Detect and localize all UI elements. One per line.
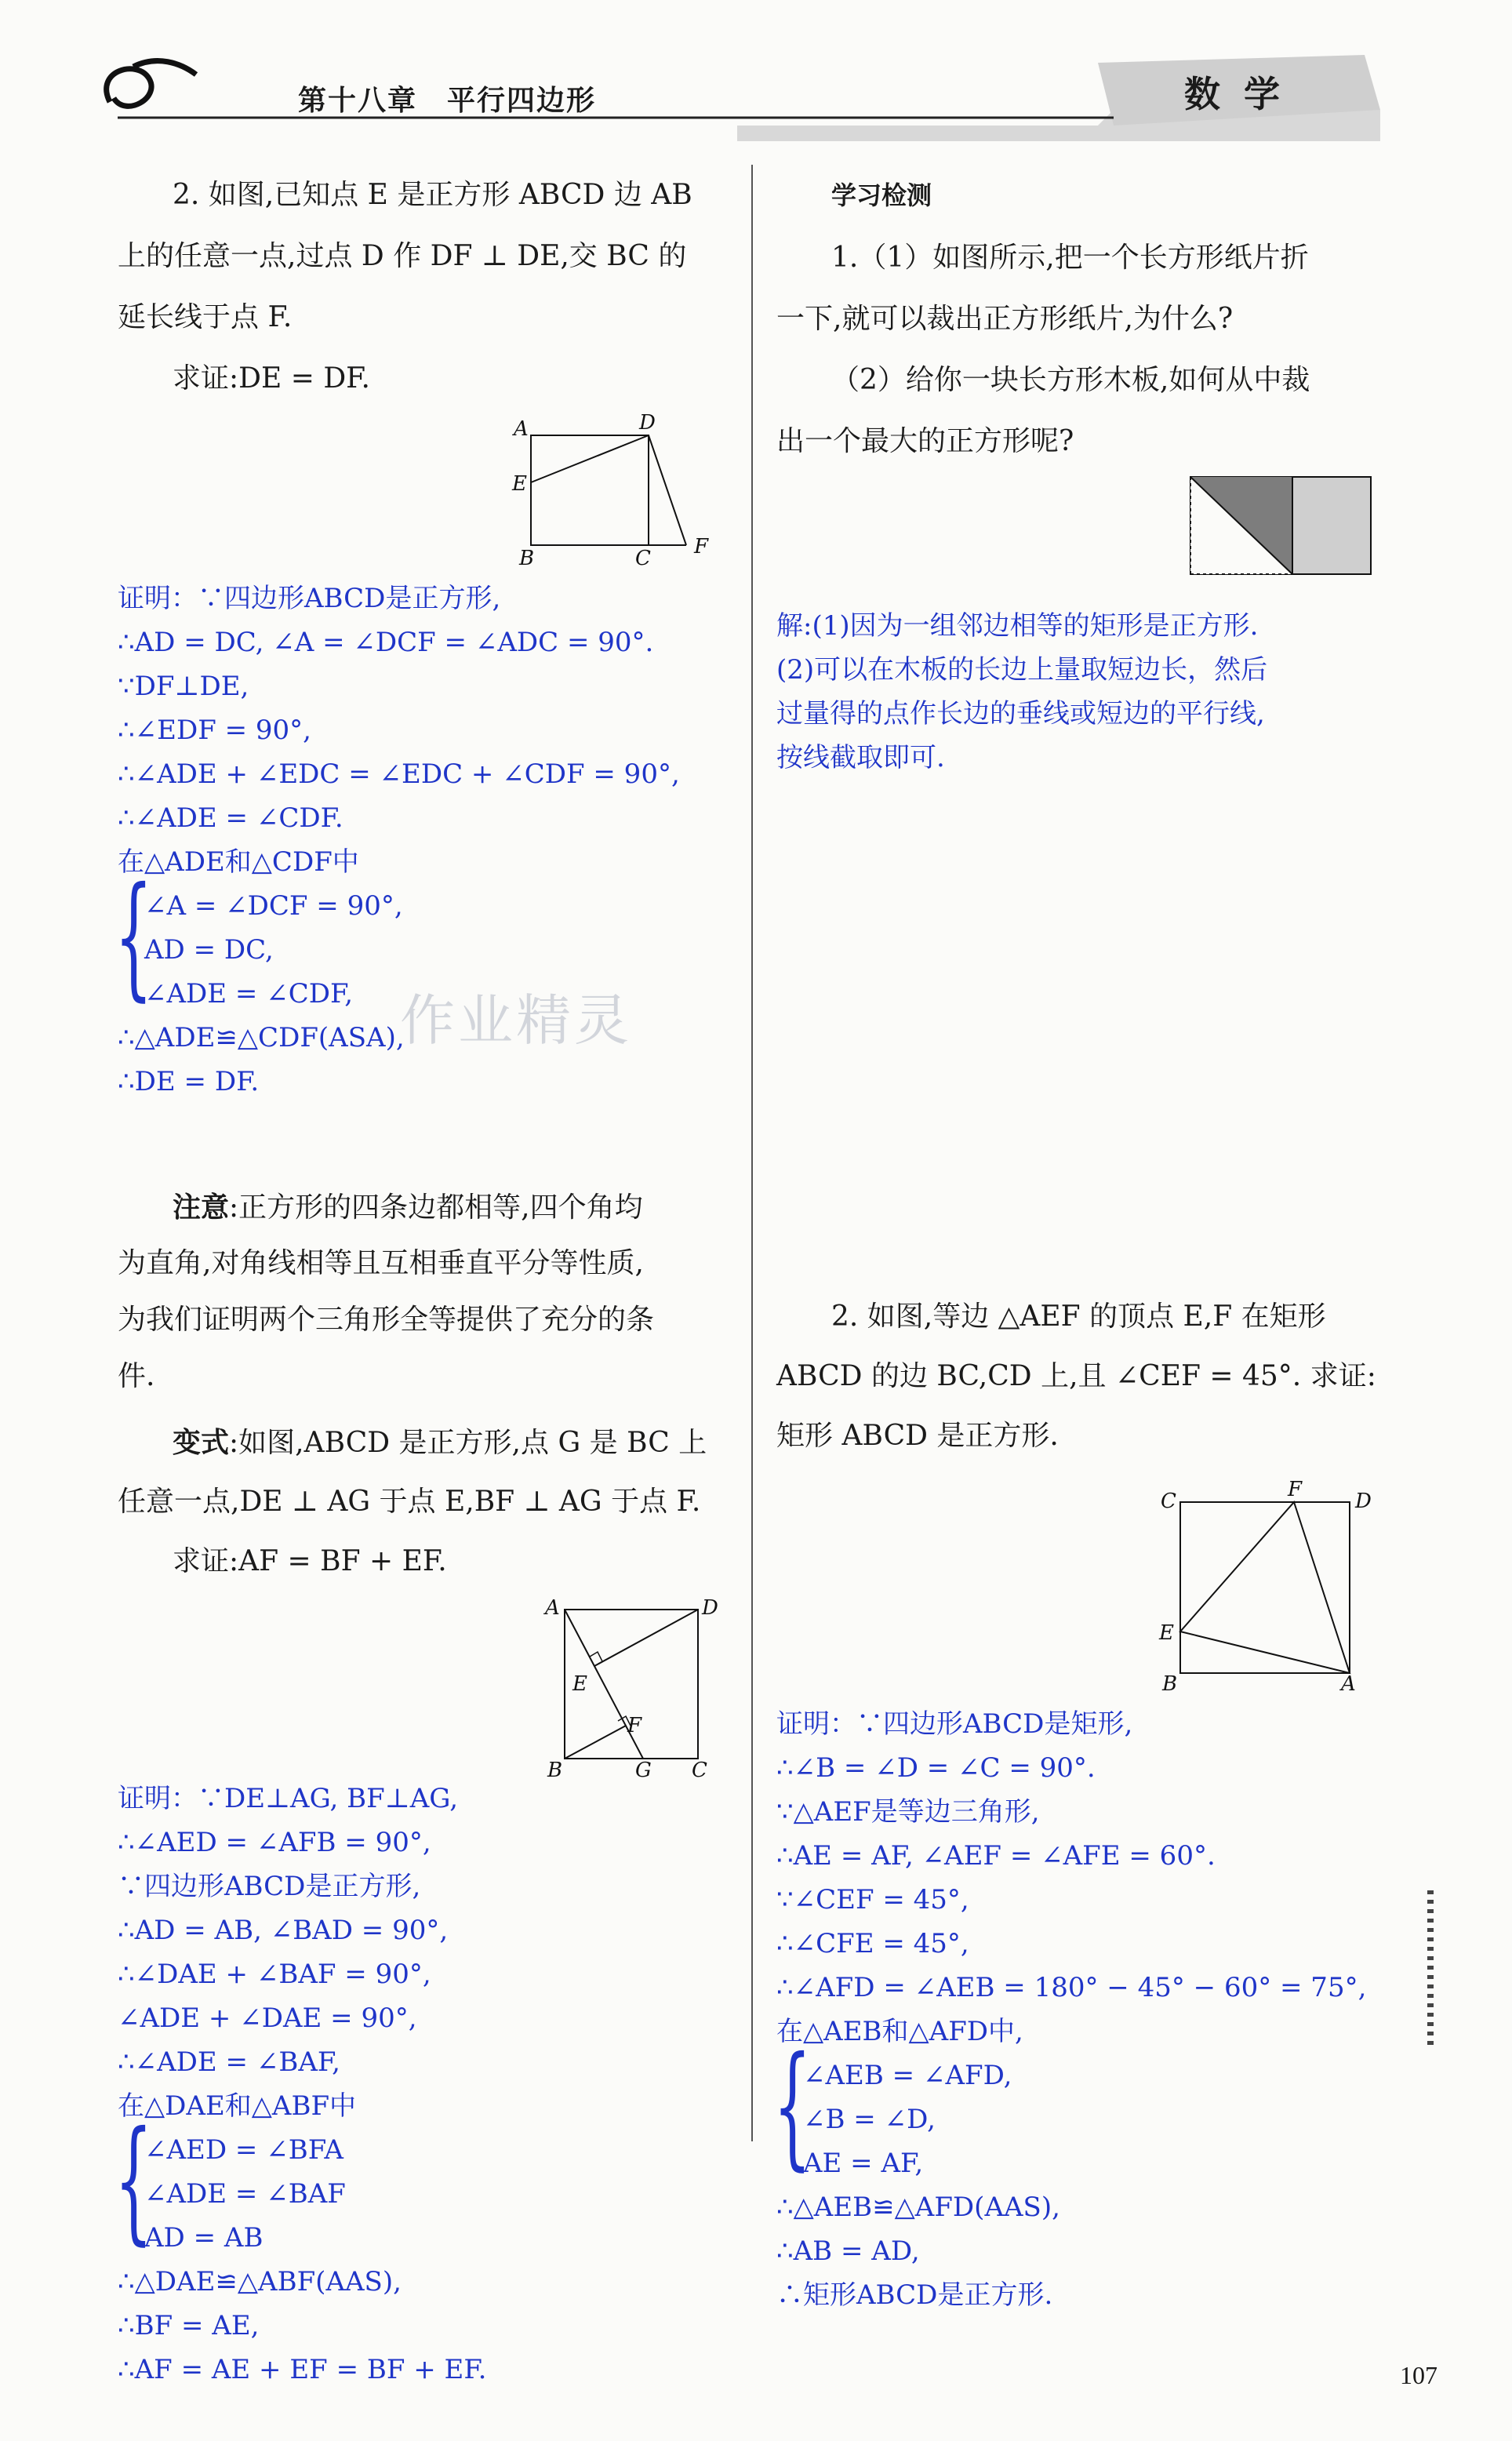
proof-line: ∴矩形ABCD是正方形. xyxy=(776,2279,1053,2311)
proof-line: AD = DC, xyxy=(144,934,274,966)
proof-line: ∴DE = DF. xyxy=(118,1066,260,1097)
note-text: 为我们证明两个三角形全等提供了充分的条 xyxy=(118,1304,655,1336)
point-label: C xyxy=(635,547,651,570)
point-label: D xyxy=(1355,1490,1372,1513)
question-text: 一下,就可以裁出正方形纸片,为什么? xyxy=(776,303,1234,335)
note-label: 注意 xyxy=(173,1191,230,1224)
proof-line: ∴AD = AB, ∠BAD = 90°, xyxy=(118,1915,449,1946)
left-brace: { xyxy=(773,2028,812,2184)
left-brace: { xyxy=(114,2103,153,2258)
proof-line: 证明：∵四边形ABCD是矩形, xyxy=(776,1708,1133,1740)
proof-line: ∠ADE + ∠DAE = 90°, xyxy=(118,2003,417,2034)
point-label: B xyxy=(547,1759,563,1781)
proof-line: ∠A = ∠DCF = 90°, xyxy=(144,890,403,922)
question-text: 2. 如图,等边 △AEF 的顶点 E,F 在矩形 xyxy=(831,1301,1326,1333)
question-text: 2. 如图,已知点 E 是正方形 ABCD 边 AB xyxy=(173,179,692,211)
point-label: C xyxy=(692,1759,707,1781)
answer-line: 解:(1)因为一组邻边相等的矩形是正方形. xyxy=(776,610,1259,642)
answer-line: 过量得的点作长边的垂线或短边的平行线, xyxy=(776,698,1265,729)
point-label: F xyxy=(694,535,709,558)
proof-line: ∴∠EDF = 90°, xyxy=(118,715,311,746)
proof-line: AD = AB xyxy=(144,2222,264,2254)
page-number: 107 xyxy=(1400,2361,1437,2389)
point-label: B xyxy=(1162,1672,1178,1694)
proof-line: ∴∠ADE + ∠EDC = ∠EDC + ∠CDF = 90°, xyxy=(118,758,680,790)
proof-line: ∴∠AED = ∠AFB = 90°, xyxy=(118,1827,431,1858)
proof-line: ∴AE = AF, ∠AEF = ∠AFE = 60°. xyxy=(776,1840,1216,1872)
proof-line: ∵四边形ABCD是正方形, xyxy=(118,1871,421,1902)
proof-line: 在△AEB和△AFD中, xyxy=(776,2016,1023,2047)
note-text: 为直角,对角线相等且互相垂直平分等性质, xyxy=(118,1247,644,1279)
point-label: A xyxy=(1341,1672,1356,1694)
dotted-margin xyxy=(1427,1890,1434,2047)
proof-line: ∴△DAE≌△ABF(AAS), xyxy=(118,2266,402,2297)
subject-title: 数学 xyxy=(1184,73,1303,115)
question-text: （2）给你一块长方形木板,如何从中裁 xyxy=(831,364,1310,396)
variant-label: 变式 xyxy=(173,1426,230,1459)
point-label: E xyxy=(512,472,527,496)
point-label: C xyxy=(1161,1490,1176,1513)
question-text: 矩形 ABCD 是正方形. xyxy=(776,1420,1059,1452)
prove-statement: 求证:AF = BF + EF. xyxy=(173,1545,447,1577)
prove-statement: 求证:DE = DF. xyxy=(173,362,371,395)
proof-line: ∴AB = AD, xyxy=(776,2235,920,2267)
proof-line: ∠ADE = ∠BAF xyxy=(144,2178,346,2210)
proof-line: AE = AF, xyxy=(803,2148,924,2179)
point-label: E xyxy=(572,1672,587,1696)
proof-line: ∵DF⊥DE, xyxy=(118,671,249,702)
proof-line: ∴∠B = ∠D = ∠C = 90°. xyxy=(776,1752,1096,1784)
figure-square-abcd-2 xyxy=(541,1592,729,1781)
page-header xyxy=(0,0,1512,141)
proof-line: ∴∠ADE = ∠BAF, xyxy=(118,2046,340,2078)
proof-line: ∴△AEB≌△AFD(AAS), xyxy=(776,2192,1060,2223)
logo-swirl-icon xyxy=(107,61,196,107)
left-brace: { xyxy=(114,859,153,1014)
question-text: 上的任意一点,过点 D 作 DF ⊥ DE,交 BC 的 xyxy=(118,240,687,272)
point-label: D xyxy=(702,1596,718,1620)
proof-line: ∵△AEF是等边三角形, xyxy=(776,1796,1040,1828)
note-text: :正方形的四条边都相等,四个角均 xyxy=(229,1191,643,1224)
proof-line: 证明：∵四边形ABCD是正方形, xyxy=(118,583,501,614)
answer-line: (2)可以在木板的长边上量取短边长，然后 xyxy=(776,654,1268,686)
proof-line: 在△DAE和△ABF中 xyxy=(118,2090,357,2122)
proof-line: 证明：∵DE⊥AG, BF⊥AG, xyxy=(118,1783,459,1814)
proof-line: ∠AEB = ∠AFD, xyxy=(803,2060,1012,2091)
proof-line: ∴AD = DC, ∠A = ∠DCF = ∠ADC = 90°. xyxy=(118,627,654,658)
variant-text: :如图,ABCD 是正方形,点 G 是 BC 上 xyxy=(229,1427,707,1459)
figure-paper-fold xyxy=(1188,475,1376,577)
question-text: ABCD 的边 BC,CD 上,且 ∠CEF = 45°. 求证: xyxy=(776,1360,1376,1392)
point-label: F xyxy=(1288,1478,1303,1501)
proof-line: ∴BF = AE, xyxy=(118,2310,260,2341)
chapter-title: 第十八章 平行四边形 xyxy=(298,84,597,117)
note-text: 件. xyxy=(118,1360,155,1392)
proof-line: ∵∠CEF = 45°, xyxy=(776,1884,969,1915)
variant-text: 任意一点,DE ⊥ AG 于点 E,BF ⊥ AG 于点 F. xyxy=(118,1486,701,1518)
section-title: 学习检测 xyxy=(831,180,932,210)
question-text: 延长线于点 F. xyxy=(118,301,293,333)
proof-line: ∠B = ∠D, xyxy=(803,2104,936,2135)
point-label: G xyxy=(635,1759,652,1781)
point-label: E xyxy=(1159,1621,1174,1645)
point-label: A xyxy=(514,417,529,441)
point-label: F xyxy=(627,1714,642,1737)
point-label: D xyxy=(639,411,656,435)
proof-line: ∠ADE = ∠CDF, xyxy=(144,978,354,1010)
answer-line: 按线截取即可. xyxy=(776,742,945,773)
point-label: A xyxy=(545,1596,560,1620)
proof-line: ∴AF = AE + EF = BF + EF. xyxy=(118,2354,487,2385)
proof-line: ∴∠CFE = 45°, xyxy=(776,1928,969,1959)
question-text: 出一个最大的正方形呢? xyxy=(776,425,1074,457)
proof-line: ∠AED = ∠BFA xyxy=(144,2134,343,2166)
proof-line: ∴∠AFD = ∠AEB = 180° − 45° − 60° = 75°, xyxy=(776,1972,1367,2003)
figure-rectangle-aef xyxy=(1153,1475,1380,1694)
watermark: 作业精灵 xyxy=(400,988,632,1053)
column-divider xyxy=(751,165,753,2141)
question-text: 1.（1）如图所示,把一个长方形纸片折 xyxy=(831,242,1309,274)
point-label: B xyxy=(519,547,535,570)
proof-line: ∴∠ADE = ∠CDF. xyxy=(118,802,343,834)
figure-square-abcd-1 xyxy=(510,408,729,573)
proof-line: ∴∠DAE + ∠BAF = 90°, xyxy=(118,1959,431,1990)
proof-line: 在△ADE和△CDF中 xyxy=(118,846,359,878)
proof-line: ∴△ADE≌△CDF(ASA), xyxy=(118,1022,405,1053)
